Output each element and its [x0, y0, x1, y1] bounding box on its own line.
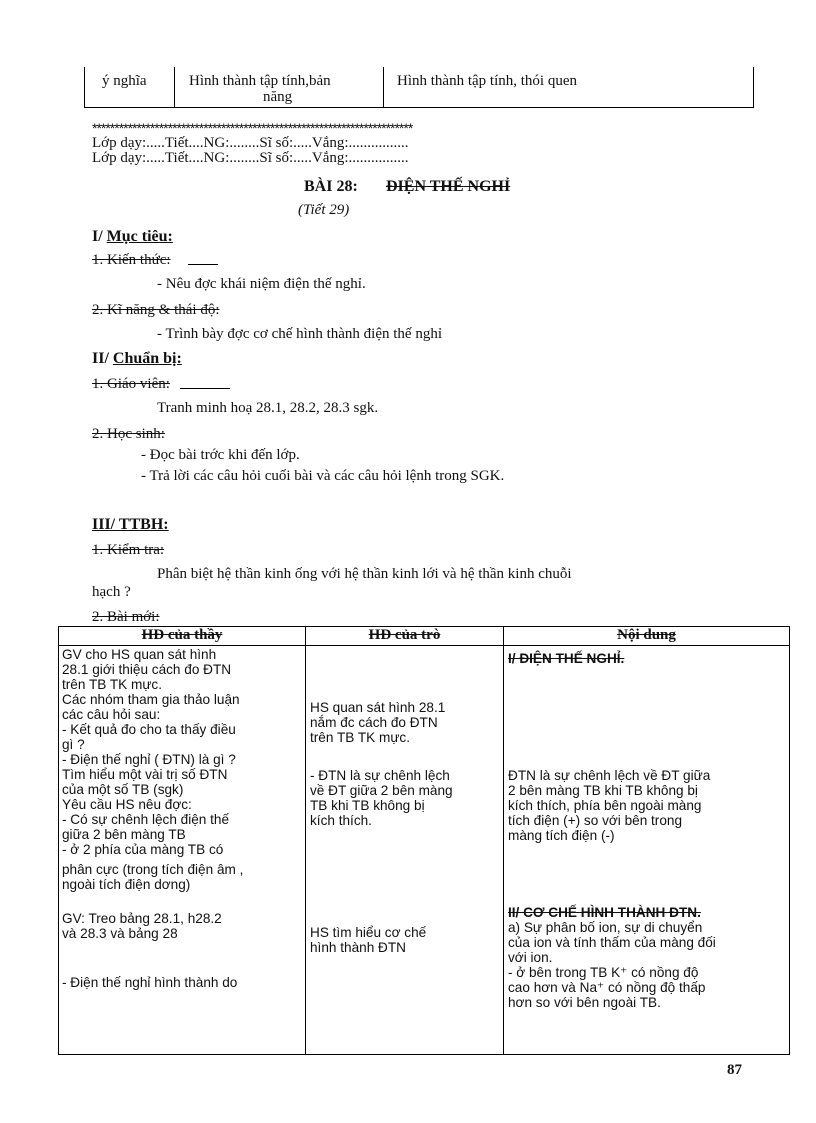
section-title: Mục tiêu:	[106, 228, 173, 245]
table-cell-line: màng tích điện (-)	[508, 828, 615, 843]
table-cell-line: Các nhóm tham gia thảo luận	[62, 692, 240, 707]
table-header-rule	[59, 645, 789, 646]
table-cell-line: và 28.3 và bảng 28	[62, 926, 178, 941]
table-cell-line: hơn so với bên ngoài TB.	[508, 995, 661, 1010]
class-info-line: Lớp dạy:.....Tiết....NG:........Sĩ số:.....Vắng:................	[92, 135, 409, 151]
table-cell-line: trên TB TK mực.	[62, 677, 163, 692]
table-divider	[503, 627, 504, 1054]
subsection-title: 2. Học sinh:	[92, 426, 165, 442]
table-cell-line: cao hơn và Na⁺ có nồng độ thấp	[508, 980, 706, 995]
table-cell-line: HS tìm hiểu cơ chế	[310, 925, 427, 940]
table-cell-line: kích thích, phía bên ngoài màng	[508, 798, 702, 813]
section-roman: I/	[92, 228, 103, 245]
subsection-title: 2. Kĩ năng & thái độ:	[92, 302, 220, 318]
table-cell-line: GV cho HS quan sát hình	[62, 647, 217, 662]
table-cell-line: - Điện thế nghỉ hình thành do	[62, 975, 238, 990]
top-table	[84, 67, 754, 108]
table-cell-line: các câu hỏi sau:	[62, 707, 161, 722]
content-heading: I/ ĐIỆN THẾ NGHỈ.	[508, 651, 625, 666]
table-cell-line: Tìm hiểu một vài trị số ĐTN	[62, 767, 228, 782]
table-cell-line: giữa 2 bên màng TB	[62, 827, 186, 842]
section-roman: II/	[92, 350, 109, 367]
table-cell-line: tích điện (+) so với bên trong	[508, 813, 683, 828]
list-item: - Trả lời các câu hỏi cuối bài và các câu hỏi lệnh trong SGK.	[141, 468, 505, 484]
table-cell: Hình thành tập tính, thói quen	[397, 73, 577, 89]
table-cell: Hình thành tập tính,bản	[189, 73, 331, 89]
underline-rule	[180, 388, 230, 389]
table-cell: năng	[263, 89, 293, 105]
table-cell: ý nghĩa	[102, 73, 147, 89]
lesson-table	[58, 626, 790, 1055]
table-cell-line: Yêu cầu HS nêu đợc:	[62, 797, 192, 812]
table-cell-line: - ĐTN là sự chênh lệch	[310, 768, 450, 783]
table-cell-line: HS quan sát hình 28.1	[310, 700, 446, 715]
content-column	[508, 651, 786, 1010]
table-cell-line: hình thành ĐTN	[310, 940, 406, 955]
table-header-student: HĐ của trò	[368, 627, 441, 643]
lesson-period: (Tiết 29)	[298, 202, 350, 218]
section-title: Chuẩn bị:	[112, 350, 182, 367]
table-cell-line: ĐTN là sự chênh lệch về ĐT giữa	[508, 768, 711, 783]
question-text: hạch ?	[92, 584, 131, 600]
lesson-title: ĐIỆN THẾ NGHỈ	[386, 178, 511, 195]
subsection-title: 2. Bài mới:	[92, 609, 160, 625]
table-cell-line: ngoài tích điện dơng)	[62, 877, 191, 892]
subsection-title: 1. Giáo viên:	[92, 376, 170, 392]
subsection-title: 1. Kiến thức:	[92, 252, 171, 268]
class-info-line: Lớp dạy:.....Tiết....NG:........Sĩ số:.....Vắng:................	[92, 150, 409, 166]
table-cell-line: nắm đc cách đo ĐTN	[310, 715, 438, 730]
table-cell-line: trên TB TK mực.	[310, 730, 411, 745]
table-header-content: Nội dung	[617, 627, 676, 643]
content-heading: II/ CƠ CHẾ HÌNH THÀNH ĐTN.	[508, 905, 701, 920]
table-cell-line: với ion.	[508, 950, 553, 965]
table-cell-line: - ở 2 phía của màng TB có	[62, 842, 224, 857]
table-cell-line: của một số TB (sgk)	[62, 782, 184, 797]
list-item: - Đọc bài trớc khi đến lớp.	[141, 447, 300, 463]
table-cell-line: GV: Treo bảng 28.1, h28.2	[62, 911, 222, 926]
page-number: 87	[727, 1062, 742, 1078]
separator-stars: ************************************************************************	[92, 120, 413, 136]
table-divider	[383, 67, 384, 107]
table-divider	[174, 67, 175, 107]
list-item: - Nêu đợc khái niệm điện thế nghỉ.	[157, 276, 366, 292]
section-heading	[92, 228, 173, 246]
table-cell-line: của ion và tính thấm của màng đối	[508, 935, 716, 950]
teacher-column	[62, 647, 300, 990]
table-divider	[305, 627, 306, 1054]
table-cell-line: phân cực (trong tích điện âm ,	[62, 862, 244, 877]
section-title: III/ TTBH:	[92, 516, 169, 533]
table-header-teacher: HĐ của thầy	[141, 627, 223, 643]
table-cell-line: kích thích.	[310, 813, 372, 828]
table-cell-line: về ĐT giữa 2 bên màng	[310, 783, 453, 798]
table-cell-line: - Kết quả đo cho ta thấy điều	[62, 722, 236, 737]
table-cell-line: gì ?	[62, 737, 85, 752]
table-cell-line: - ở bên trong TB K⁺ có nồng độ	[508, 965, 699, 980]
section-heading	[92, 350, 182, 368]
table-cell-line: 2 bên màng TB khi TB không bị	[508, 783, 698, 798]
underline-rule	[188, 264, 218, 265]
student-column	[310, 700, 500, 955]
table-cell-line: a) Sự phân bố ion, sự di chuyển	[508, 920, 703, 935]
table-cell-line: - Có sự chênh lệch điện thế	[62, 812, 230, 827]
question-text: Phân biệt hệ thần kinh ống với hệ thần kinh lới và hệ thần kinh chuỗi	[157, 566, 572, 582]
table-cell-line: TB khi TB không bị	[310, 798, 425, 813]
table-cell-line: 28.1 giới thiệu cách đo ĐTN	[62, 662, 232, 677]
list-item: - Trình bày đợc cơ chế hình thành điện thế nghỉ	[157, 326, 442, 342]
list-item: Tranh minh hoạ 28.1, 28.2, 28.3 sgk.	[157, 400, 379, 416]
table-cell-line: - Điện thế nghỉ ( ĐTN) là gì ?	[62, 752, 236, 767]
subsection-title: 1. Kiểm tra:	[92, 542, 165, 558]
lesson-label: BÀI 28:	[304, 178, 358, 195]
